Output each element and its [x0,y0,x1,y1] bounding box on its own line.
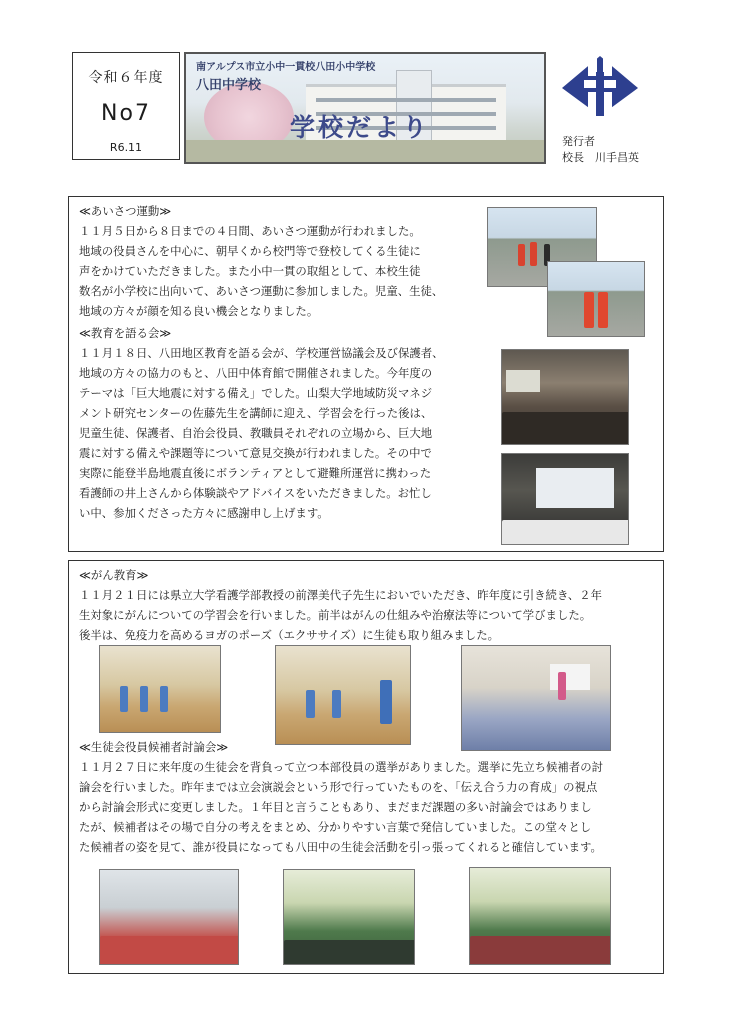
aisatsu-heading: ≪あいさつ運動≫ [79,204,172,218]
greeting-photo-2 [547,261,645,337]
aisatsu-line: 地域の方々が顔を知る良い機会となりました。 [79,304,319,318]
kyoiku-line: テーマは「巨大地震に対する備え」でした。山梨大学地域防災マネジ [79,386,433,400]
school-sub-name: 八田中学校 [196,78,262,93]
gan-heading: ≪がん教育≫ [79,568,149,582]
kyoiku-line: い中、参加くださった方々に感謝申し上げます。 [79,506,329,520]
school-emblem-icon [560,54,640,118]
forum-venue-photo [501,349,629,445]
kyoiku-line: 地域の方々の協力のもと、八田中体育館で開催されました。今年度の [79,366,433,380]
section-cancer-education-and-debate [68,560,664,974]
gan-line: １１月２１日には県立大学看護学部教授の前澤美代子先生においでいただき、昨年度に引き続き、２年 [79,588,603,602]
title-banner [184,52,546,164]
issue-date: R6.11 [109,141,143,154]
kyoiku-line: 実際に能登半島地震直後にボランティアとして避難所運営に携わった [79,466,432,480]
debate-photo-1 [99,869,239,965]
newsletter-title: 学校だより [290,113,431,142]
issue-number: No7 [101,101,151,126]
school-full-name: 南アルプス市立小中一貫校八田小中学校 [196,62,376,73]
kyoiku-line: 児童生徒、保護者、自治会役員、教職員それぞれの立場から、巨大地 [79,426,433,440]
debate-line: たが、候補者はその場で自分の考えをまとめ、分かりやすい言葉で発信していました。この堂々とし [79,820,592,834]
section-greeting-and-education-forum [68,196,664,552]
cancer-class-photo-2 [275,645,411,745]
gan-line: 生対象にがんについての学習会を行いました。前半はがんの仕組みや治療法等について学びました。 [79,608,592,622]
debate-heading: ≪生徒会役員候補者討論会≫ [79,740,229,754]
aisatsu-line: 声をかけていただきました。また小中一貫の取組として、本校生徒 [79,264,421,278]
kyoiku-line: 看護師の井上さんから体験談やアドバイスをいただきました。お忙し [79,486,432,500]
cancer-class-photo-3 [461,645,611,751]
cancer-class-photo-1 [99,645,221,733]
issuer-name: 校長 川手昌英 [562,151,639,164]
issuer-label: 発行者 [562,135,595,148]
aisatsu-line: 数名が小学校に出向いて、あいさつ運動に参加しました。児童、生徒、 [79,284,444,298]
gan-line: 後半は、免疫力を高めるヨガのポーズ（エクササイズ）に生徒も取り組みました。 [79,628,499,642]
issuer-block [562,134,639,166]
kyoiku-heading: ≪教育を語る会≫ [79,326,172,340]
kyoiku-line: 震に対する備えや課題等について意見交換が行われました。その中で [79,446,432,460]
kyoiku-line: １１月１８日、八田地区教育を語る会が、学校運営協議会及び保護者、 [79,346,444,360]
issue-info-box [72,52,180,160]
debate-line: から討論会形式に変更しました。１年目と言うこともあり、まだまだ課題の多い討論会ではありまし [79,800,592,814]
debate-photo-2 [283,869,415,965]
debate-line: １１月２７日に来年度の生徒会を背負って立つ本部役員の選挙がありました。選挙に先立ち候補者の討 [79,760,603,774]
forum-lecture-photo [501,453,629,545]
fiscal-year: 令和６年度 [88,70,164,86]
window-row [316,98,496,102]
debate-line: 論会を行いました。昨年までは立会演説会という形で行っていたものを、「伝え合う力の育成」の視点 [79,780,598,794]
aisatsu-line: １１月５日から８日までの４日間、あいさつ運動が行われました。 [79,224,421,238]
debate-photo-3 [469,867,611,965]
debate-line: た候補者の姿を見て、誰が役員になっても八田中の生徒会活動を引っ張ってくれると確信しています。 [79,840,602,854]
kyoiku-line: メント研究センターの佐藤先生を講師に迎え、学習会を行った後は、 [79,406,433,420]
aisatsu-line: 地域の役員さんを中心に、朝早くから校門等で登校してくる生徒に [79,244,421,258]
